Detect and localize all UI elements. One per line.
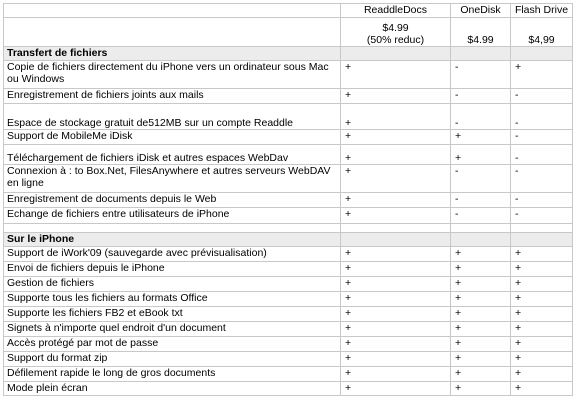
feature-mark: + bbox=[511, 337, 573, 352]
feature-mark: + bbox=[341, 145, 451, 165]
feature-mark: + bbox=[451, 145, 511, 165]
feature-row bbox=[4, 89, 573, 104]
feature-mark: - bbox=[451, 208, 511, 224]
section-spacer bbox=[4, 224, 573, 233]
feature-mark: + bbox=[511, 322, 573, 337]
feature-mark: + bbox=[511, 61, 573, 89]
feature-row bbox=[4, 262, 573, 277]
section-blank-cell bbox=[511, 233, 573, 247]
feature-label: Support de iWork'09 (sauvegarde avec prévisualisation) bbox=[4, 247, 341, 262]
feature-mark: + bbox=[341, 307, 451, 322]
spacer-cell bbox=[451, 224, 511, 233]
feature-mark: + bbox=[341, 130, 451, 145]
feature-label: Signets à n'importe quel endroit d'un document bbox=[4, 322, 341, 337]
spacer-cell bbox=[341, 224, 451, 233]
feature-mark: + bbox=[511, 262, 573, 277]
feature-label: Espace de stockage gratuit de512MB sur un compte Readdle bbox=[4, 104, 341, 130]
feature-mark: + bbox=[341, 367, 451, 382]
feature-label: Téléchargement de fichiers iDisk et autres espaces WebDav bbox=[4, 145, 341, 165]
section-blank-cell bbox=[451, 233, 511, 247]
feature-mark: - bbox=[451, 165, 511, 193]
feature-row bbox=[4, 104, 573, 130]
feature-mark: + bbox=[451, 352, 511, 367]
comparison-table bbox=[3, 3, 573, 396]
feature-row bbox=[4, 367, 573, 382]
column-header: Flash Drive bbox=[511, 4, 573, 18]
feature-label: Connexion à : to Box.Net, FilesAnywhere et autres serveurs WebDAV en ligne bbox=[4, 165, 341, 193]
feature-label: Enregistrement de documents depuis le Web bbox=[4, 193, 341, 208]
column-header: ReaddleDocs bbox=[341, 4, 451, 18]
feature-label: Copie de fichiers directement du iPhone vers un ordinateur sous Mac ou Windows bbox=[4, 61, 341, 89]
feature-row bbox=[4, 322, 573, 337]
section-blank-cell bbox=[511, 47, 573, 61]
price-cell: $4.99 (50% reduc) bbox=[341, 18, 451, 47]
feature-mark: + bbox=[451, 307, 511, 322]
feature-row bbox=[4, 130, 573, 145]
feature-mark: + bbox=[511, 352, 573, 367]
feature-mark: + bbox=[341, 292, 451, 307]
feature-mark: + bbox=[341, 89, 451, 104]
price-cell: $4.99 bbox=[451, 18, 511, 47]
feature-mark: - bbox=[511, 165, 573, 193]
feature-mark: + bbox=[451, 277, 511, 292]
feature-mark: + bbox=[341, 193, 451, 208]
section-blank-cell bbox=[341, 233, 451, 247]
spacer-cell bbox=[4, 224, 341, 233]
feature-mark: + bbox=[341, 165, 451, 193]
section-title: Transfert de fichiers bbox=[4, 47, 341, 61]
feature-label: Accès protégé par mot de passe bbox=[4, 337, 341, 352]
section-title-row bbox=[4, 47, 573, 61]
feature-mark: + bbox=[511, 367, 573, 382]
feature-row bbox=[4, 193, 573, 208]
header-row bbox=[4, 4, 573, 18]
feature-label: Mode plein écran bbox=[4, 382, 341, 396]
feature-mark: + bbox=[341, 352, 451, 367]
feature-label: Supporte les fichiers FB2 et eBook txt bbox=[4, 307, 341, 322]
price-label-cell bbox=[4, 18, 341, 47]
feature-mark: + bbox=[341, 382, 451, 396]
column-header: OneDisk bbox=[451, 4, 511, 18]
feature-label: Echange de fichiers entre utilisateurs de iPhone bbox=[4, 208, 341, 224]
feature-label: Supporte tous les fichiers au formats Office bbox=[4, 292, 341, 307]
feature-row bbox=[4, 208, 573, 224]
feature-label: Défilement rapide le long de gros documents bbox=[4, 367, 341, 382]
feature-mark: + bbox=[451, 367, 511, 382]
price-cell: $4,99 bbox=[511, 18, 573, 47]
feature-row bbox=[4, 307, 573, 322]
feature-mark: + bbox=[341, 322, 451, 337]
feature-row bbox=[4, 382, 573, 396]
feature-mark: + bbox=[451, 262, 511, 277]
feature-mark: - bbox=[511, 104, 573, 130]
section-title-row bbox=[4, 233, 573, 247]
feature-mark: - bbox=[451, 104, 511, 130]
feature-label: Envoi de fichiers depuis le iPhone bbox=[4, 262, 341, 277]
feature-row bbox=[4, 165, 573, 193]
feature-mark: + bbox=[511, 382, 573, 396]
feature-mark: - bbox=[511, 130, 573, 145]
feature-mark: + bbox=[451, 292, 511, 307]
price-row bbox=[4, 18, 573, 47]
feature-row bbox=[4, 61, 573, 89]
feature-mark: + bbox=[511, 277, 573, 292]
feature-mark: - bbox=[511, 193, 573, 208]
feature-mark: + bbox=[451, 382, 511, 396]
spacer-cell bbox=[511, 224, 573, 233]
feature-mark: + bbox=[511, 307, 573, 322]
feature-mark: + bbox=[511, 292, 573, 307]
feature-label: Support de MobileMe iDisk bbox=[4, 130, 341, 145]
feature-row bbox=[4, 277, 573, 292]
feature-mark: + bbox=[451, 337, 511, 352]
feature-mark: + bbox=[341, 262, 451, 277]
feature-mark: + bbox=[451, 322, 511, 337]
feature-mark: - bbox=[511, 145, 573, 165]
feature-row bbox=[4, 145, 573, 165]
feature-mark: + bbox=[341, 337, 451, 352]
feature-label: Enregistrement de fichiers joints aux mails bbox=[4, 89, 341, 104]
feature-mark: + bbox=[341, 208, 451, 224]
feature-mark: - bbox=[451, 89, 511, 104]
feature-row bbox=[4, 247, 573, 262]
feature-label: Support du format zip bbox=[4, 352, 341, 367]
feature-row bbox=[4, 352, 573, 367]
feature-mark: - bbox=[451, 61, 511, 89]
section-title: Sur le iPhone bbox=[4, 233, 341, 247]
feature-mark: + bbox=[341, 247, 451, 262]
feature-mark: + bbox=[341, 104, 451, 130]
feature-mark: + bbox=[511, 247, 573, 262]
feature-row bbox=[4, 337, 573, 352]
feature-mark: + bbox=[341, 277, 451, 292]
feature-mark: - bbox=[451, 193, 511, 208]
section-blank-cell bbox=[341, 47, 451, 61]
header-blank bbox=[4, 4, 341, 18]
feature-label: Gestion de fichiers bbox=[4, 277, 341, 292]
section-blank-cell bbox=[451, 47, 511, 61]
feature-mark: - bbox=[511, 89, 573, 104]
feature-row bbox=[4, 292, 573, 307]
feature-mark: + bbox=[451, 247, 511, 262]
feature-mark: - bbox=[511, 208, 573, 224]
feature-mark: + bbox=[451, 130, 511, 145]
feature-mark: + bbox=[341, 61, 451, 89]
